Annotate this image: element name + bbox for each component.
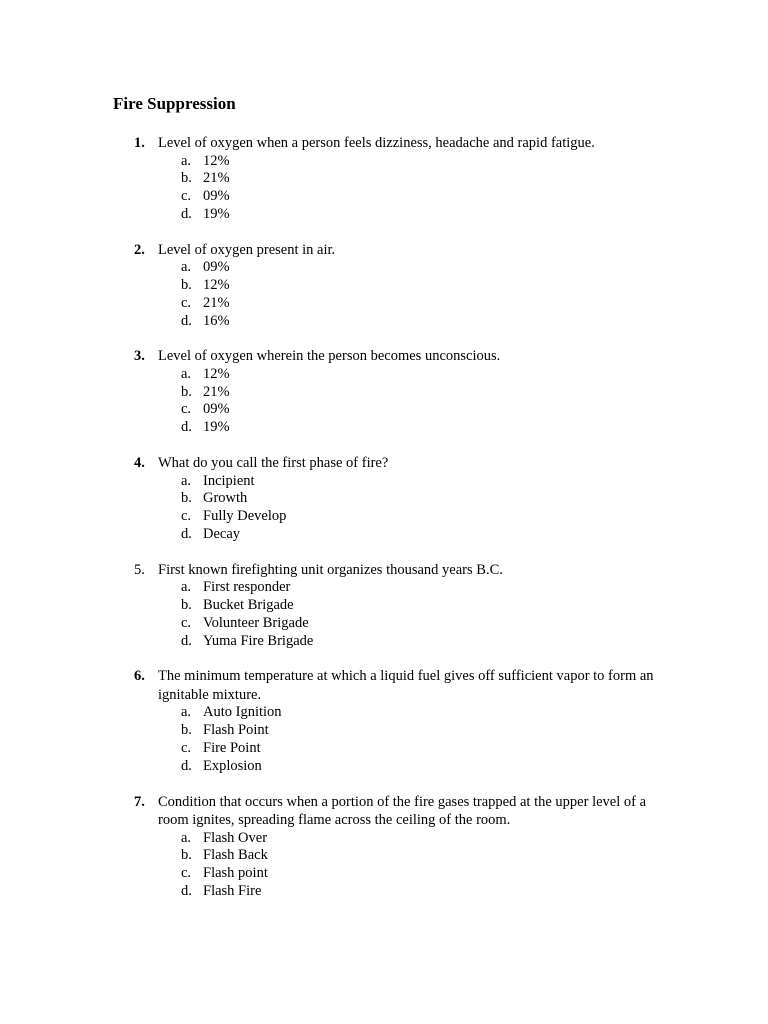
option-text: Volunteer Brigade <box>203 614 309 631</box>
option-letter: a. <box>181 259 192 276</box>
option-text: 19% <box>203 205 230 222</box>
option-a <box>0 830 768 848</box>
option-letter: b. <box>181 597 192 614</box>
option-text: Flash Fire <box>203 883 262 900</box>
option-letter: a. <box>181 704 192 721</box>
question-number: 6. <box>134 668 145 685</box>
question-text: Level of oxygen present in air. <box>158 241 336 258</box>
option-list <box>0 473 768 544</box>
option-text: 19% <box>203 419 230 436</box>
question-text: Level of oxygen wherein the person becomes unconscious. <box>158 348 501 365</box>
question-text: What do you call the first phase of fire? <box>158 455 389 472</box>
option-text: Auto Ignition <box>203 704 282 721</box>
option-letter: c. <box>181 740 192 757</box>
question-number: 4. <box>134 455 145 472</box>
option-c <box>0 865 768 883</box>
option-text: 12% <box>203 152 230 169</box>
question-text: Level of oxygen when a person feels dizziness, headache and rapid fatigue. <box>158 135 595 151</box>
option-letter: d. <box>181 632 192 649</box>
option-c <box>0 188 768 206</box>
option-text: Fire Point <box>203 740 261 757</box>
option-d <box>0 883 768 901</box>
option-text: Flash Over <box>203 829 268 846</box>
option-text: Explosion <box>203 757 262 774</box>
option-b <box>0 170 768 188</box>
question-1 <box>0 134 768 224</box>
option-text: Flash Point <box>203 722 269 739</box>
option-letter: b. <box>181 847 192 864</box>
option-letter: d. <box>181 312 192 329</box>
option-letter: a. <box>181 152 192 169</box>
option-a <box>0 366 768 384</box>
option-letter: c. <box>181 508 192 525</box>
option-letter: c. <box>181 865 192 882</box>
option-a <box>0 259 768 277</box>
option-list <box>0 830 768 901</box>
option-d <box>0 313 768 331</box>
question-text: The minimum temperature at which a liquid fuel gives off sufficient vapor to form an ignitable mixture. <box>158 668 654 703</box>
option-d <box>0 758 768 776</box>
option-text: Fully Develop <box>203 508 287 525</box>
question-number: 5. <box>134 561 145 578</box>
option-b <box>0 384 768 402</box>
option-b <box>0 597 768 615</box>
option-c <box>0 615 768 633</box>
question-number: 1. <box>134 135 145 151</box>
question-5 <box>0 561 768 651</box>
option-letter: d. <box>181 205 192 222</box>
option-letter: c. <box>181 294 192 311</box>
question-3 <box>0 347 768 437</box>
option-letter: c. <box>181 614 192 631</box>
option-text: Growth <box>203 490 248 507</box>
option-a <box>0 473 768 491</box>
option-b <box>0 847 768 865</box>
question-6 <box>0 667 768 775</box>
option-text: Decay <box>203 525 241 542</box>
option-d <box>0 206 768 224</box>
option-letter: d. <box>181 757 192 774</box>
option-letter: a. <box>181 472 192 489</box>
question-number: 2. <box>134 241 145 258</box>
option-text: Flash Back <box>203 847 268 864</box>
option-text: 09% <box>203 259 230 276</box>
option-d <box>0 526 768 544</box>
option-c <box>0 508 768 526</box>
option-c <box>0 401 768 419</box>
option-letter: b. <box>181 276 192 293</box>
option-letter: b. <box>181 490 192 507</box>
option-list <box>0 259 768 330</box>
option-text: Yuma Fire Brigade <box>203 632 314 649</box>
option-b <box>0 722 768 740</box>
page-title: Fire Suppression <box>113 94 236 113</box>
option-a <box>0 153 768 171</box>
option-text: 12% <box>203 365 230 382</box>
option-letter: b. <box>181 383 192 400</box>
option-text: 09% <box>203 401 230 418</box>
option-letter: d. <box>181 525 192 542</box>
question-4 <box>0 454 768 544</box>
option-b <box>0 277 768 295</box>
question-2 <box>0 241 768 331</box>
question-text: First known firefighting unit organizes thousand years B.C. <box>158 561 503 578</box>
option-text: 21% <box>203 383 230 400</box>
option-c <box>0 740 768 758</box>
option-letter: c. <box>181 401 192 418</box>
question-text: Condition that occurs when a portion of the fire gases trapped at the upper level of a room ignites, spreading flame across the ceiling of the room. <box>158 793 647 829</box>
question-7 <box>0 793 768 901</box>
option-text: 21% <box>203 294 230 311</box>
option-letter: b. <box>181 170 192 187</box>
option-list <box>0 579 768 650</box>
option-text: Incipient <box>203 472 255 489</box>
option-letter: c. <box>181 188 192 205</box>
option-text: 21% <box>203 170 230 187</box>
option-text: Bucket Brigade <box>203 597 294 614</box>
option-letter: a. <box>181 365 192 382</box>
option-list <box>0 153 768 224</box>
option-d <box>0 419 768 437</box>
option-d <box>0 633 768 651</box>
option-c <box>0 295 768 313</box>
option-letter: a. <box>181 829 192 846</box>
option-letter: a. <box>181 579 192 596</box>
option-letter: d. <box>181 419 192 436</box>
option-list <box>0 366 768 437</box>
question-number: 7. <box>134 793 145 810</box>
option-text: 16% <box>203 312 230 329</box>
question-number: 3. <box>134 348 145 365</box>
question-list <box>0 134 768 918</box>
option-text: 12% <box>203 276 230 293</box>
option-letter: b. <box>181 722 192 739</box>
option-text: 09% <box>203 188 230 205</box>
option-a <box>0 704 768 722</box>
option-letter: d. <box>181 883 192 900</box>
option-text: First responder <box>203 579 291 596</box>
option-b <box>0 490 768 508</box>
option-a <box>0 579 768 597</box>
option-text: Flash point <box>203 865 268 882</box>
option-list <box>0 704 768 775</box>
